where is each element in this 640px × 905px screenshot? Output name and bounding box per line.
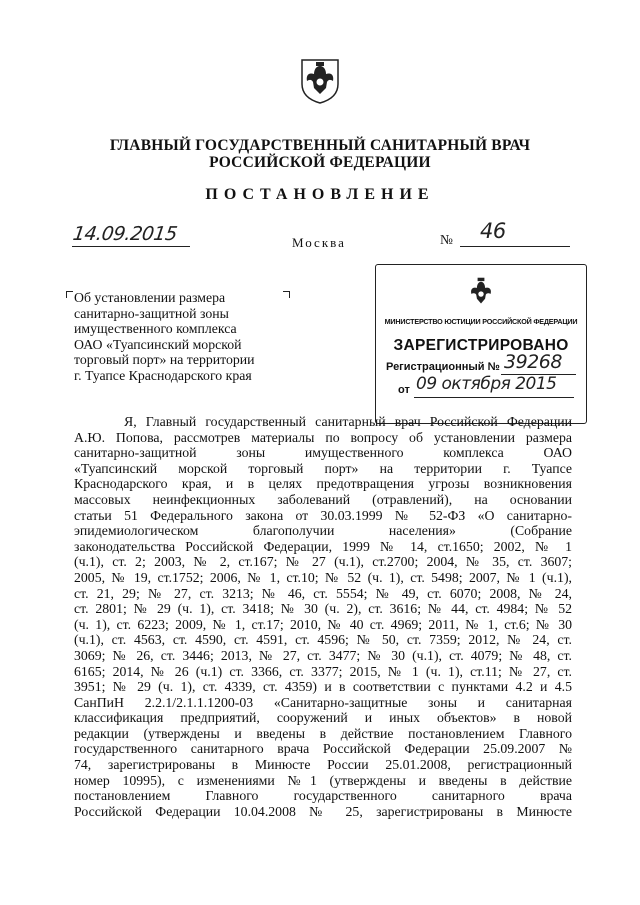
date-underline — [72, 246, 190, 247]
body-line: 74, зарегистрированы в Минюсте России 25.01.2008, регистрационный — [74, 757, 572, 773]
subject-line: имущественного комплекса — [74, 321, 237, 336]
document-city: Москва — [292, 235, 346, 250]
body-line: «Туапсинский морской торговый порт» на территории г. Туапсе — [74, 460, 572, 476]
document-number: 46 — [480, 219, 506, 243]
body-line: массовых неинфекционных заболеваний (отравлений), на основании — [74, 491, 572, 507]
body-line: Российской Федерации 10.04.2008 № 25, зарегистрированы в Минюсте — [74, 803, 572, 819]
body-line: статьи 51 Федерального закона от 30.03.1999 № 52-ФЗ «О санитарно- — [74, 507, 572, 523]
body-line: редакции (утверждены и введены в действие постановлением Главного — [74, 725, 572, 741]
body-line: санитарно-защитной зоны имущественного комплекса ОАО — [74, 445, 572, 461]
registration-stamp — [375, 264, 587, 424]
ministry-emblem-icon — [466, 275, 496, 309]
body-line: ст. 2801; № 29 (ч. 1), ст. 3418; № 30 (ч. 2), ст. 3616; № 44, ст. 4984; № 52 — [74, 601, 572, 617]
body-line: СанПиН 2.2.1/2.1.1.1200-03 «Санитарно-защитные зоны и санитарная — [74, 694, 572, 710]
subject-line: торговый порт» на территории — [74, 352, 255, 367]
subject-corner-left — [66, 291, 73, 298]
state-emblem-icon — [298, 54, 342, 104]
body-line: постановлением Главного государственного санитарного врача — [74, 788, 572, 804]
document-subject — [74, 290, 299, 383]
issuer-title-line-1: ГЛАВНЫЙ ГОСУДАРСТВЕННЫЙ САНИТАРНЫЙ ВРАЧ — [109, 137, 531, 154]
body-line: эпидемиологическом благополучии населения» (Собрание — [74, 523, 572, 539]
document-body — [74, 414, 572, 819]
reg-date-underline — [414, 397, 574, 398]
body-line: Я, Главный государственный санитарный врач Российской Федерации — [124, 414, 572, 429]
body-line: классификация предприятий, сооружений и иных объектов» в новой — [74, 710, 572, 726]
ministry-name: МИНИСТЕРСТВО ЮСТИЦИИ РОССИЙСКОЙ ФЕДЕРАЦИИ — [384, 317, 578, 326]
subject-line: Об установлении размера — [74, 290, 226, 305]
body-line: ст. 21, 29; № 27, ст. 3213; № 46, ст. 5554; № 49, ст. 6070; 2008, № 24, — [74, 585, 572, 601]
body-line: 3951; № 29 (ч. 1), ст. 4339, ст. 4359) и в соответствии с пунктами 4.2 и 4.5 — [74, 679, 572, 695]
subject-line: ОАО «Туапсинский морской — [74, 336, 242, 352]
subject-line: г. Туапсе Краснодарского края — [74, 367, 252, 383]
body-line: номер 10995), с изменениями №1 (утверждены и введены в действие — [74, 772, 572, 788]
number-sign: № — [440, 232, 453, 247]
registration-number: 39268 — [504, 351, 562, 373]
body-line: 3069; № 26, ст. 3446; 2013, № 27, ст. 3477; № 30 (ч.1), ст. 4079; № 48, ст. — [74, 647, 572, 663]
body-line: государственного санитарного врача Российской Федерации 25.09.2007 № — [74, 741, 572, 757]
registration-number-label: Регистрационный № — [386, 361, 500, 373]
body-line: 6165; 2014, № 26 (ч.1) ст. 3366, ст. 3377; 2015, № 1 (ч. 1), ст.11; № 27, ст. — [74, 663, 572, 679]
document-date: 14.09.2015 — [71, 223, 179, 245]
registration-date-label: от — [398, 384, 410, 396]
body-line: (ч.1), ст. 2; 2003, № 2, ст.167; № 27 (ч.1), ст.2700; 2004, № 35, ст. 3607; — [74, 554, 572, 570]
number-underline — [460, 246, 570, 247]
body-line: (ч.1), ст. 4563, ст. 4590, ст. 4591, ст. 4596; № 50, ст. 7359; 2012, № 24, ст. — [74, 632, 572, 648]
body-line: Краснодарского края, и в целях предотвращения угрозы возникновения — [74, 476, 572, 492]
body-line: А.Ю. Попова, рассмотрев материалы по вопросу об установлении размера — [74, 429, 572, 445]
document-type: ПОСТАНОВЛЕНИЕ — [205, 186, 435, 203]
subject-line: санитарно-защитной зоны — [74, 305, 229, 321]
body-line: законодательства Российской Федерации, 1999 № 14, ст.1650; 2002, № 1 — [74, 538, 572, 554]
registration-date: 09 октября 2015 — [416, 374, 557, 394]
body-line: (ч. 1), ст. 6223; 2009, № 1, ст.17; 2010, № 40 ст. 4969; 2011, № 1, ст.6; № 30 — [74, 616, 572, 632]
issuer-title-line-2: РОССИЙСКОЙ ФЕДЕРАЦИИ — [209, 154, 431, 171]
body-line: 2005, № 19, ст.1752; 2006, № 1, ст.10; № 52 (ч. 1), ст. 5498; 2007, № 1 (ч.1), — [74, 569, 572, 585]
registration-status: ЗАРЕГИСТРИРОВАНО — [393, 337, 569, 354]
